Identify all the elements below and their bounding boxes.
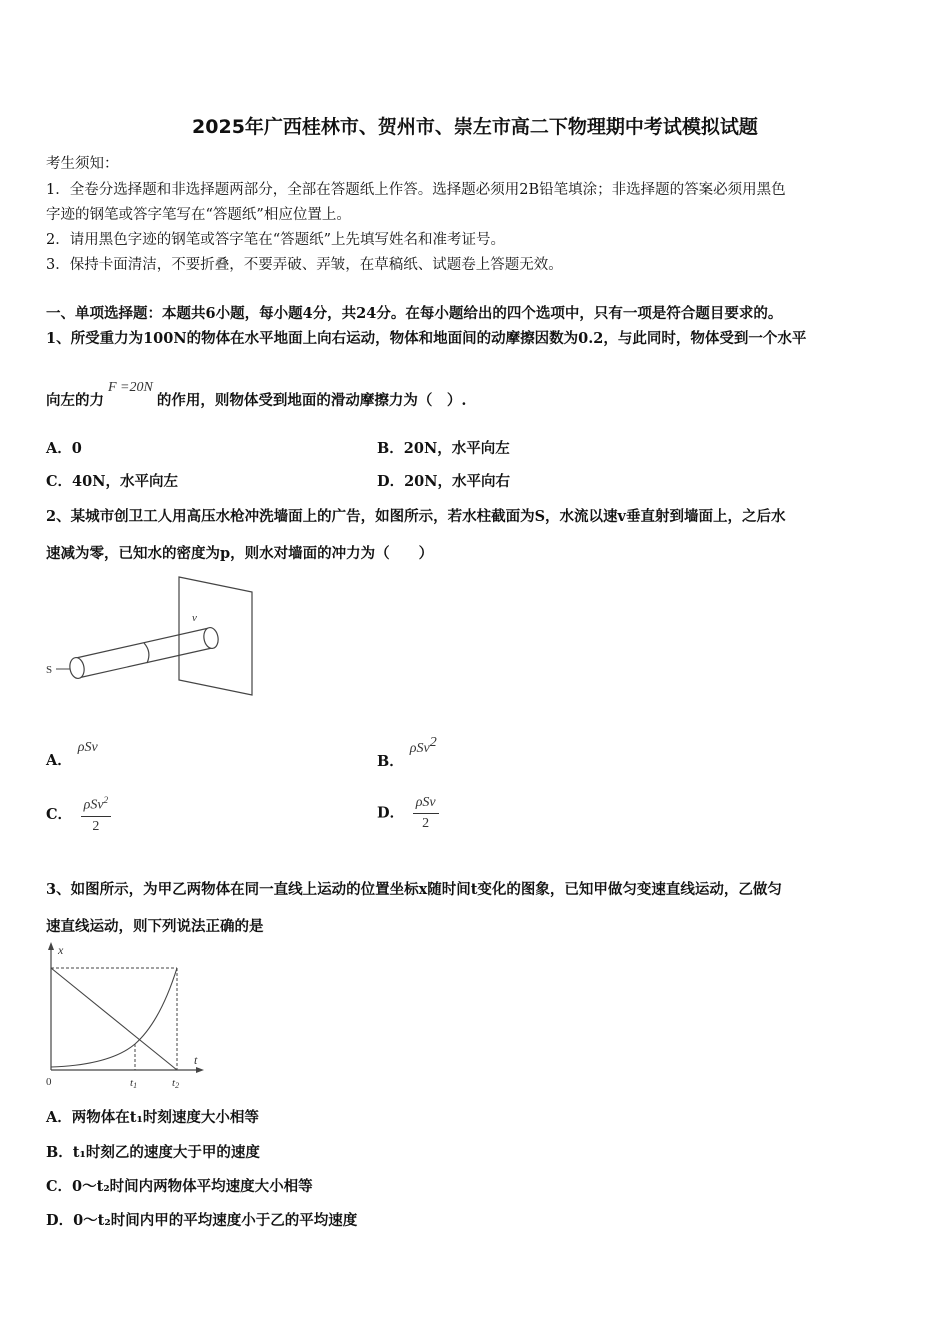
- q1-line-2-post: 的作用，则物体受到地面的滑动摩擦力为（ ）.: [156, 392, 467, 409]
- origin-label: 0: [46, 1076, 52, 1088]
- q3-option-a[interactable]: A．两物体在t₁时刻速度大小相等: [46, 1109, 259, 1126]
- q1-option-c[interactable]: C．40N，水平向左: [46, 473, 178, 490]
- q3-option-d[interactable]: D．0～t₂时间内甲的平均速度小于乙的平均速度: [46, 1212, 358, 1229]
- notice-line-1b: 字迹的钢笔或答字笔写在“答题纸”相应位置上。: [46, 207, 351, 223]
- q1-line-1: 1、所受重力为100N的物体在水平地面上向右运动，物体和地面间的动摩擦因数为0.2，与此同时，物体受到一个水平: [46, 330, 807, 347]
- x-axis-label: t: [194, 1053, 198, 1067]
- q1-option-a[interactable]: A．0: [46, 440, 82, 457]
- q2-option-d[interactable]: D． $\frac{\text{ρSv}}{2}$: [377, 795, 439, 832]
- label-v: v: [192, 612, 197, 624]
- q2-line-2: 速减为零，已知水的密度为p，则水对墙面的冲力为（ ）: [46, 545, 434, 562]
- notice-heading: 考生须知：: [46, 156, 119, 172]
- line-yi: [51, 968, 177, 1070]
- notice-line-1a: 1．全卷分选择题和非选择题两部分，全部在答题纸上作答。选择题必须用2B铅笔填涂；非选择题的答案必须用黑色: [46, 182, 786, 198]
- q1-line-2: [46, 380, 467, 410]
- pipe-section-mark: [144, 643, 149, 663]
- y-axis-label: x: [58, 943, 64, 957]
- q1-line-2-pre: 向左的力: [46, 392, 104, 409]
- q3-option-b[interactable]: B．t₁时刻乙的速度大于甲的速度: [46, 1144, 260, 1161]
- section-heading: 一、单项选择题：本题共6小题，每小题4分，共24分。在每小题给出的四个选项中，只有一项是符合题目要求的。: [46, 305, 783, 322]
- q2-line-1: 2、某城市创卫工人用高压水枪冲洗墙面上的广告，如图所示，若水柱截面为S，水流以速v垂直射到墙面上，之后水: [46, 508, 786, 525]
- water-jet-figure: [44, 572, 264, 702]
- label-s: S: [46, 664, 53, 676]
- t1-label: t1: [130, 1077, 138, 1090]
- q3-option-c[interactable]: C．0～t₂时间内两物体平均速度大小相等: [46, 1178, 313, 1195]
- notice-line-2: 2．请用黑色字迹的钢笔或答字笔在“答题纸”上先填写姓名和准考证号。: [46, 232, 506, 248]
- q2-option-b[interactable]: B．ρSv$^2$: [377, 735, 437, 770]
- position-time-graph: [40, 940, 210, 1092]
- notice-line-3: 3．保持卡面清洁，不要折叠，不要弄破、弄皱，在草稿纸、试题卷上答题无效。: [46, 257, 563, 273]
- q1-option-b[interactable]: B．20N，水平向左: [377, 440, 510, 457]
- pipe-end-left: [68, 656, 85, 679]
- x-axis-arrow: [196, 1067, 204, 1073]
- q3-line-2: 速直线运动，则下列说法正确的是: [46, 918, 264, 935]
- page-title: 2025年广西桂林市、贺州市、崇左市高二下物理期中考试模拟试题: [192, 116, 758, 138]
- y-axis-arrow: [48, 942, 54, 950]
- q1-formula: F =20N: [108, 380, 153, 395]
- t2-label: t2: [172, 1077, 180, 1090]
- pipe-end-right: [202, 626, 219, 649]
- q3-line-1: 3、如图所示，为甲乙两物体在同一直线上运动的位置坐标x随时间t变化的图象，已知甲做匀变速直线运动，乙做匀: [46, 881, 782, 898]
- q2-option-a[interactable]: A．ρSv: [46, 740, 98, 769]
- q1-option-d[interactable]: D．20N，水平向右: [377, 473, 511, 490]
- q2-option-c[interactable]: C． $\frac{\rho Sv^2}{2}$: [46, 795, 111, 835]
